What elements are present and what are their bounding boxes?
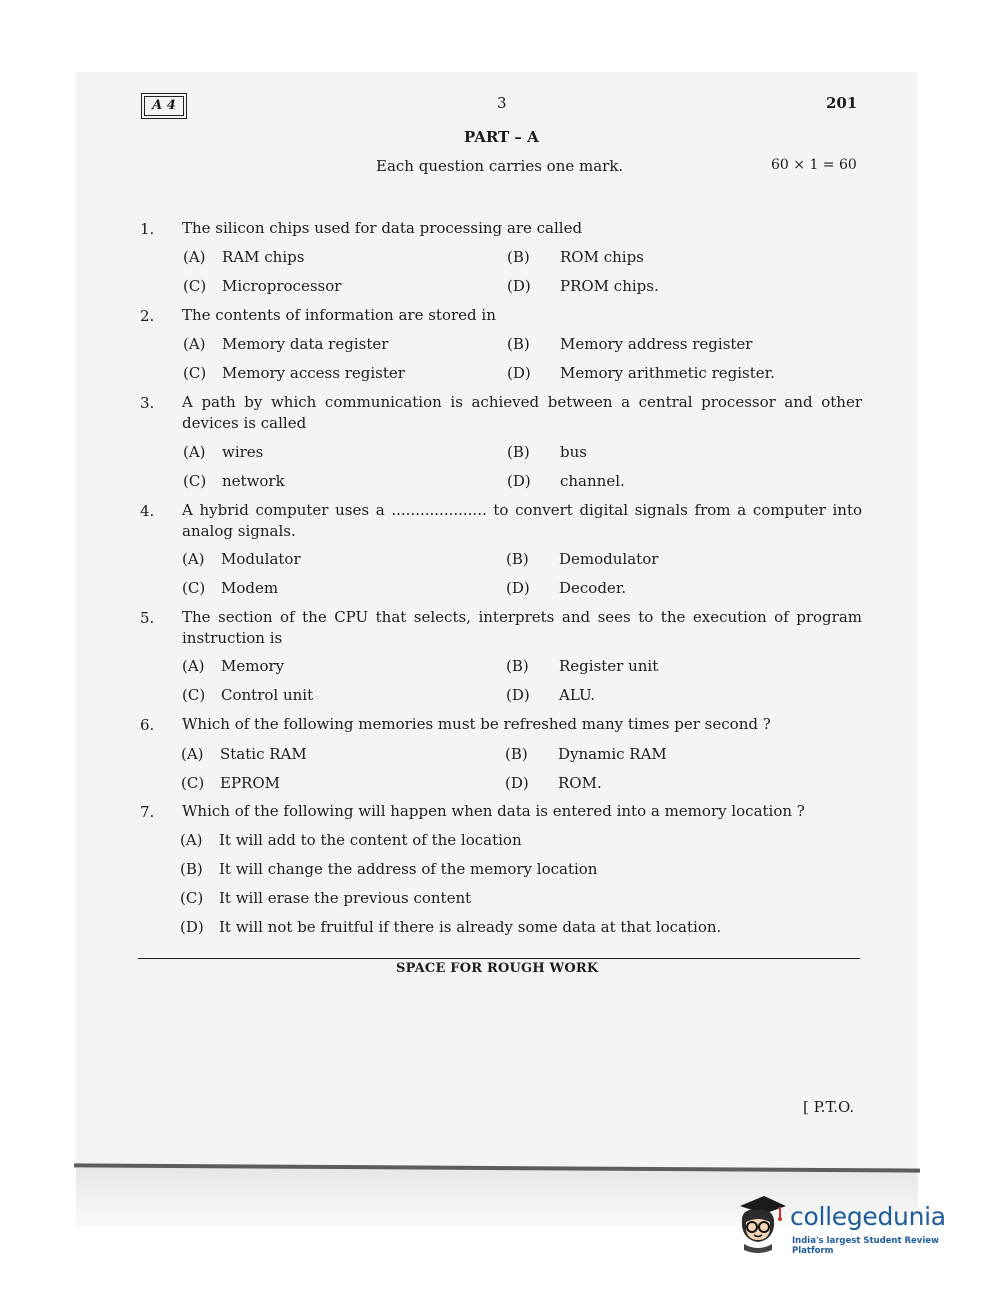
question-text: The section of the CPU that selects, interprets and sees to the execution of program instruction is bbox=[182, 608, 862, 647]
paper-code: 201 bbox=[826, 94, 858, 112]
option-b: (B) Register unit bbox=[506, 657, 659, 675]
option-b: (B) Dynamic RAM bbox=[505, 745, 667, 763]
option-d: (D) ROM. bbox=[505, 774, 602, 792]
set-code-box: A 4 bbox=[144, 96, 184, 116]
question-text: The silicon chips used for data processing are called bbox=[182, 219, 583, 237]
option-d: (D) Memory arithmetic register. bbox=[507, 364, 775, 382]
question-number: 3. bbox=[140, 394, 155, 412]
option-a: (A) Modulator bbox=[182, 550, 301, 568]
option-b: (B) It will change the address of the memory location bbox=[180, 860, 598, 878]
option-d: (D) channel. bbox=[507, 472, 625, 490]
option-b: (B) Memory address register bbox=[507, 335, 753, 353]
option-d: (D) PROM chips. bbox=[507, 277, 659, 295]
option-c: (C) Microprocessor bbox=[183, 277, 342, 295]
option-c: (C) It will erase the previous content bbox=[180, 889, 472, 907]
question-number: 2. bbox=[140, 307, 155, 325]
mascot-icon bbox=[734, 1192, 788, 1256]
question-text: Which of the following will happen when data is entered into a memory location ? bbox=[182, 802, 805, 820]
instruction-text: Each question carries one mark. bbox=[376, 157, 624, 175]
question-number: 7. bbox=[140, 803, 155, 821]
rough-work-heading: SPACE FOR ROUGH WORK bbox=[396, 961, 599, 976]
question-text: A path by which communication is achieved between a central processor and other devices is called bbox=[182, 393, 862, 432]
option-c: (C) Modem bbox=[182, 579, 279, 597]
option-a: (A) Memory bbox=[182, 657, 285, 675]
question-number: 4. bbox=[140, 502, 155, 520]
option-c: (C) Memory access register bbox=[183, 364, 405, 382]
question-number: 6. bbox=[140, 716, 155, 734]
option-c: (C) Control unit bbox=[182, 686, 314, 704]
logo-tagline: India's largest Student Review Platform bbox=[792, 1236, 939, 1256]
option-b: (B) bus bbox=[507, 443, 587, 461]
option-a: (A) wires bbox=[183, 443, 264, 461]
option-c: (C) network bbox=[183, 472, 285, 490]
option-d: (D) ALU. bbox=[506, 686, 596, 704]
option-d: (D) It will not be fruitful if there is already some data at that location. bbox=[180, 918, 722, 936]
option-c: (C) EPROM bbox=[181, 774, 280, 792]
question-number: 1. bbox=[140, 220, 155, 238]
collegedunia-logo bbox=[734, 1192, 964, 1258]
option-d: (D) Decoder. bbox=[506, 579, 627, 597]
option-b: (B) Demodulator bbox=[506, 550, 659, 568]
question-text: A hybrid computer uses a .................... to convert digital signals from a computer into analog signals. bbox=[182, 501, 862, 540]
question-text: Which of the following memories must be refreshed many times per second ? bbox=[182, 715, 771, 733]
option-a: (A) Static RAM bbox=[181, 745, 307, 763]
question-text: The contents of information are stored in bbox=[182, 306, 496, 324]
option-a: (A) RAM chips bbox=[183, 248, 305, 266]
option-a: (A) Memory data register bbox=[183, 335, 389, 353]
logo-wordmark: collegedunia bbox=[790, 1202, 946, 1231]
page-number: 3 bbox=[497, 94, 507, 112]
pto-marker: [ P.T.O. bbox=[803, 1098, 855, 1116]
marks-scheme: 60 × 1 = 60 bbox=[771, 157, 857, 173]
option-a: (A) It will add to the content of the location bbox=[180, 831, 522, 849]
question-number: 5. bbox=[140, 609, 155, 627]
rough-work-divider bbox=[138, 958, 860, 959]
option-b: (B) ROM chips bbox=[507, 248, 644, 266]
part-title: PART – A bbox=[464, 128, 539, 146]
